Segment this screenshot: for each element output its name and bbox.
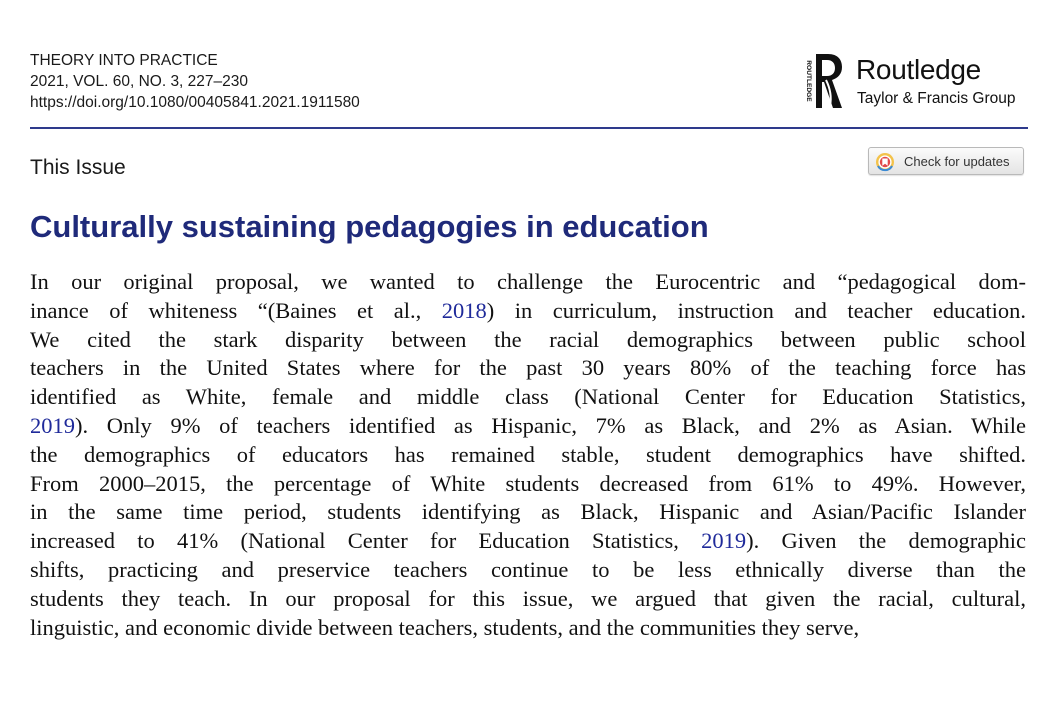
body-line (30, 268, 1026, 297)
journal-name: THEORY INTO PRACTICE (30, 52, 218, 69)
body-text-segment: identified as White, female and middle class (National Center for Education Statistics, (30, 384, 1026, 410)
body-line (30, 326, 1026, 355)
body-text-segment: ). Given the demographic (746, 528, 1026, 554)
journal-doi-link[interactable]: https://doi.org/10.1080/00405841.2021.1911580 (30, 94, 360, 111)
body-text-segment: linguistic, and economic divide between teachers, students, and the communities they serve, (30, 614, 860, 640)
body-text-segment: in the same time period, students identifying as Black, Hispanic and Asian/Pacific Islander (30, 499, 1026, 525)
body-text-segment: ) in curriculum, instruction and teacher education. (486, 297, 1026, 323)
body-line (30, 412, 1026, 441)
article-body (30, 268, 1026, 642)
body-text-segment: shifts, practicing and preservice teachers continue to be less ethnically diverse than the (30, 556, 1026, 582)
body-text-segment: the demographics of educators has remained stable, student demographics have shifted. (30, 441, 1026, 467)
body-line (30, 441, 1026, 470)
publisher-name: Routledge (856, 54, 981, 85)
section-label: This Issue (30, 156, 126, 179)
body-text-segment: increased to 41% (National Center for Education Statistics, (30, 528, 702, 554)
body-text-segment: students they teach. In our proposal for this issue, we argued that given the racial, cultural, (30, 585, 1026, 611)
body-line (30, 470, 1026, 499)
routledge-r-logo-icon (800, 50, 844, 112)
body-text-segment: We cited the stark disparity between the racial demographics between public school (30, 326, 1026, 352)
journal-volume-info: 2021, VOL. 60, NO. 3, 227–230 (30, 73, 249, 90)
body-line (30, 354, 1026, 383)
body-text-segment: From 2000–2015, the percentage of White students decreased from 61% to 49%. However, (30, 470, 1026, 496)
body-text-segment: In our original proposal, we wanted to challenge the Eurocentric and “pedagogical dom- (30, 269, 1026, 294)
check-for-updates-label: Check for updates (904, 154, 1010, 169)
body-text-segment: inance of whiteness “(Baines et al., (30, 297, 442, 323)
body-text-segment: ). Only 9% of teachers identified as Hispanic, 7% as Black, and 2% as Asian. While (75, 412, 1026, 438)
publisher-block (800, 48, 1030, 114)
body-line (30, 383, 1026, 412)
body-line (30, 527, 1026, 556)
check-for-updates-button[interactable] (868, 147, 1024, 175)
citation-link[interactable]: 2018 (441, 297, 487, 323)
body-line (30, 556, 1026, 585)
body-text-segment: teachers in the United States where for the past 30 years 80% of the teaching force has (30, 355, 1026, 381)
crossmark-icon (875, 152, 895, 172)
journal-meta (30, 50, 360, 113)
body-line (30, 498, 1026, 527)
citation-link[interactable]: 2019 (701, 528, 747, 554)
citation-link[interactable]: 2019 (30, 412, 75, 438)
body-line (30, 585, 1026, 614)
header-divider (30, 127, 1028, 129)
body-line (30, 297, 1026, 326)
publisher-logo-text: ROUTLEDGE (805, 60, 812, 102)
body-line (30, 614, 1026, 643)
publisher-group: Taylor & Francis Group (857, 90, 1016, 107)
article-title: Culturally sustaining pedagogies in education (30, 209, 709, 244)
